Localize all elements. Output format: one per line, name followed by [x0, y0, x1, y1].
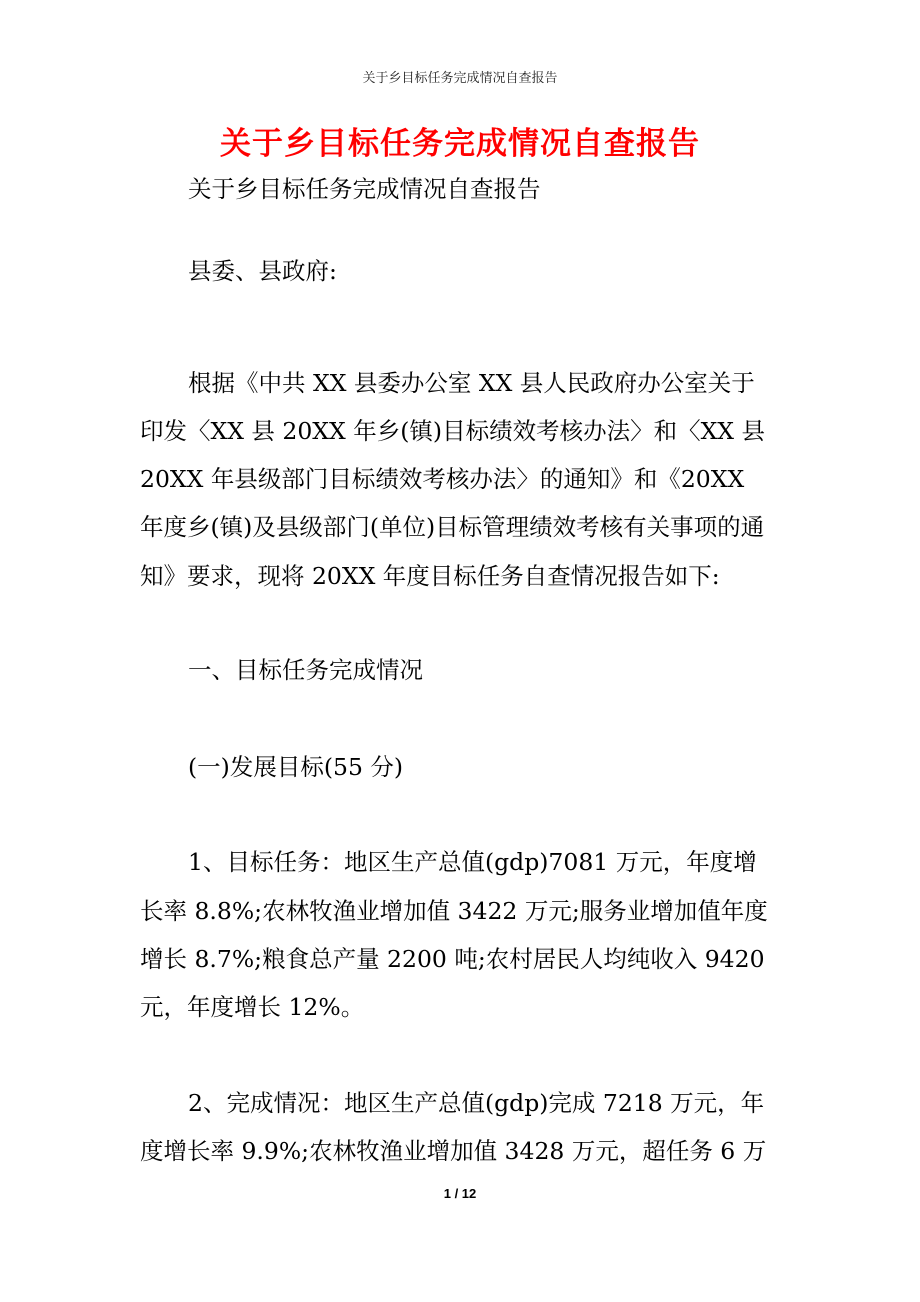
- item-2-line: 2、完成情况：地区生产总值(gdp)完成 7218 万元，年: [188, 1089, 765, 1117]
- intro-line: 年度乡(镇)及县级部门(单位)目标管理绩效考核有关事项的通: [140, 513, 765, 541]
- item-1-line: 1、目标任务：地区生产总值(gdp)7081 万元，年度增: [188, 848, 757, 876]
- item-1-line: 元，年度增长 12%。: [140, 993, 365, 1021]
- page-indicator: 1 / 12: [443, 1186, 477, 1201]
- running-header: 关于乡目标任务完成情况自查报告: [362, 71, 558, 86]
- item-1-line: 长率 8.8%;农林牧渔业增加值 3422 万元;服务业增加值年度: [140, 897, 768, 925]
- document-title: 关于乡目标任务完成情况自查报告: [220, 126, 700, 162]
- intro-line: 知》要求，现将 20XX 年度目标任务自查情况报告如下:: [140, 562, 720, 590]
- subsection-heading: (一)发展目标(55 分): [188, 753, 404, 781]
- intro-line: 20XX 年县级部门目标绩效考核办法〉的通知》和《20XX: [140, 465, 745, 493]
- item-2-line: 度增长率 9.9%;农林牧渔业增加值 3428 万元，超任务 6 万: [140, 1137, 767, 1165]
- intro-line: 印发〈XX 县 20XX 年乡(镇)目标绩效考核办法〉和〈XX 县: [140, 417, 765, 445]
- item-1-line: 增长 8.7%;粮食总产量 2200 吨;农村居民人均纯收入 9420: [140, 945, 765, 973]
- section-heading: 一、目标任务完成情况: [188, 656, 423, 684]
- salutation: 县委、县政府:: [188, 257, 337, 285]
- intro-line: 根据《中共 XX 县委办公室 XX 县人民政府办公室关于: [188, 369, 755, 397]
- document-subtitle: 关于乡目标任务完成情况自查报告: [188, 175, 541, 203]
